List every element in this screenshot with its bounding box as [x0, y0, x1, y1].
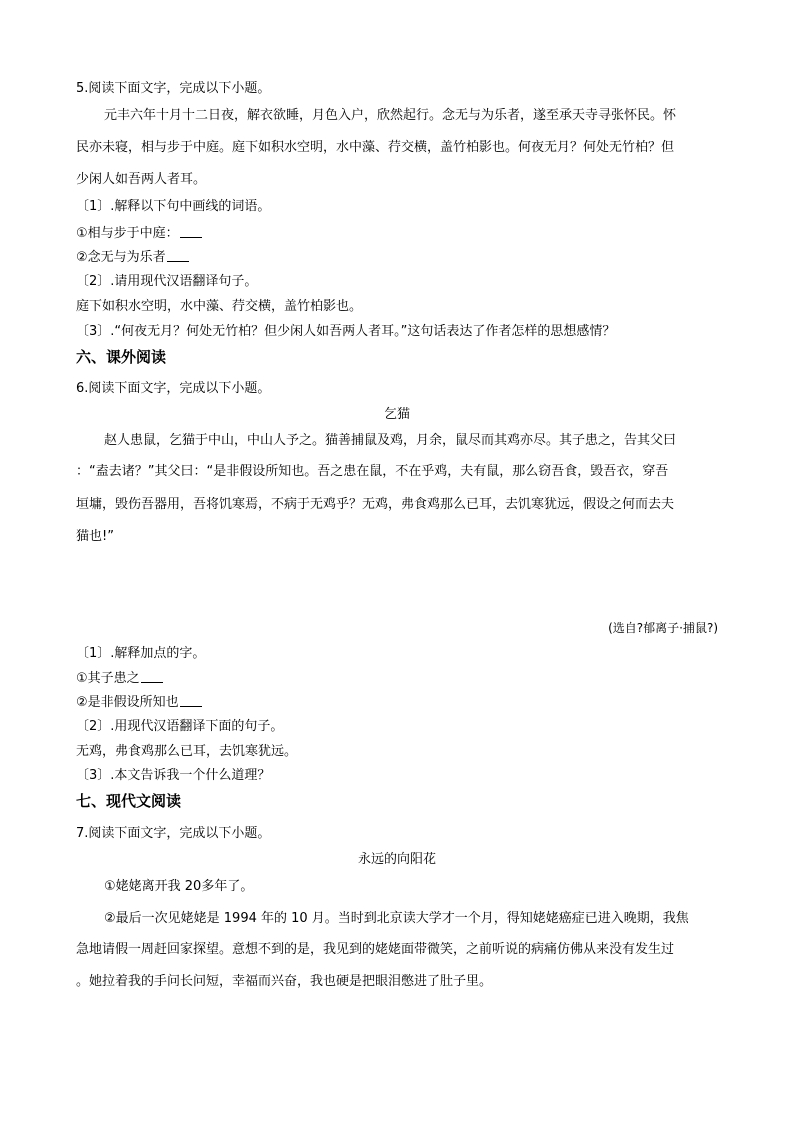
q5-sub-question-2: 〔2〕.请用现代汉语翻译句子。	[76, 274, 258, 289]
q5-sub-question-1: 〔1〕.解释以下句中画线的词语。	[76, 199, 271, 214]
q6-passage-line-2: ：“盍去诸？”其父曰：“是非假设所知也。吾之患在鼠，不在乎鸡，夫有鼠，那么窃吾食，毁吾衣，穿吾	[76, 464, 669, 479]
q5-item-2: ②念无与为乐者	[76, 248, 189, 267]
q6-sub-question-3: 〔3〕.本文告诉我一个什么道理？	[76, 768, 271, 783]
q6-item-2: ②是非假设所知也	[76, 693, 202, 712]
q6-passage-line-1: 赵人患鼠，乞猫于中山，中山人予之。猫善捕鼠及鸡，月余，鼠尽而其鸡亦尽。其子患之，告其父曰	[104, 433, 677, 448]
q7-paragraph-1: ①姥姥离开我 20多年了。	[104, 879, 254, 894]
q5-sub-question-3: 〔3〕.“何夜无月？何处无竹柏？但少闲人如吾两人者耳。”这句话表达了作者怎样的思想感情？	[76, 324, 616, 339]
q6-sub-question-1: 〔1〕.解释加点的字。	[76, 646, 206, 661]
section-6-heading: 六、课外阅读	[76, 348, 167, 366]
q7-intro: 7.阅读下面文字，完成以下小题。	[76, 826, 271, 841]
q5-passage-line-2: 民亦未寝，相与步于中庭。庭下如积水空明，水中藻、荇交横，盖竹柏影也。何夜无月？何处无竹柏？但	[76, 140, 675, 155]
q7-paragraph-2-line-2: 急地请假一周赶回家探望。意想不到的是，我见到的姥姥面带微笑，之前听说的病痛仿佛从来没有发生过	[76, 942, 675, 957]
q7-title: 永远的向阳花	[357, 852, 436, 867]
q6-sub-question-2: 〔2〕.用现代汉语翻译下面的句子。	[76, 719, 284, 734]
q5-passage-line-1: 元丰六年十月十二日夜，解衣欲睡，月色入户，欣然起行。念无与为乐者，遂至承天寺寻张怀民。怀	[104, 108, 677, 123]
q5-sentence: 庭下如积水空明，水中藻、荇交横，盖竹柏影也。	[76, 299, 363, 314]
answer-blank[interactable]	[180, 224, 202, 238]
q6-title: 乞猫	[383, 407, 410, 422]
q7-paragraph-2-line-3: 。她拉着我的手问长问短，幸福而兴奋，我也硬是把眼泪憋进了肚子里。	[76, 974, 493, 989]
section-7-heading: 七、现代文阅读	[76, 792, 182, 810]
q6-sentence: 无鸡，弗食鸡那么已耳，去饥寒犹远。	[76, 744, 298, 759]
q6-intro: 6.阅读下面文字，完成以下小题。	[76, 381, 271, 396]
q6-item-1: ①其子患之	[76, 669, 163, 688]
q6-passage-line-3: 垣墉，毁伤吾器用，吾将饥寒焉，不病于无鸡乎？无鸡，弗食鸡那么已耳，去饥寒犹远，假设之何而去夫	[76, 497, 675, 512]
q6-source: (选自?郁离子·捕鼠?)	[608, 621, 718, 635]
q5-item-1: ①相与步于中庭：	[76, 224, 202, 243]
q5-intro: 5.阅读下面文字，完成以下小题。	[76, 81, 271, 96]
answer-blank[interactable]	[141, 669, 163, 683]
answer-blank[interactable]	[167, 248, 189, 262]
q6-passage-line-4: 猫也!”	[76, 529, 114, 544]
answer-blank[interactable]	[180, 693, 202, 707]
q7-paragraph-2-line-1: ②最后一次见姥姥是 1994 年的 10 月。当时到北京读大学才一个月，得知姥姥癌症已进入晚期，我焦	[104, 911, 689, 926]
q5-passage-line-3: 少闲人如吾两人者耳。	[76, 172, 207, 187]
